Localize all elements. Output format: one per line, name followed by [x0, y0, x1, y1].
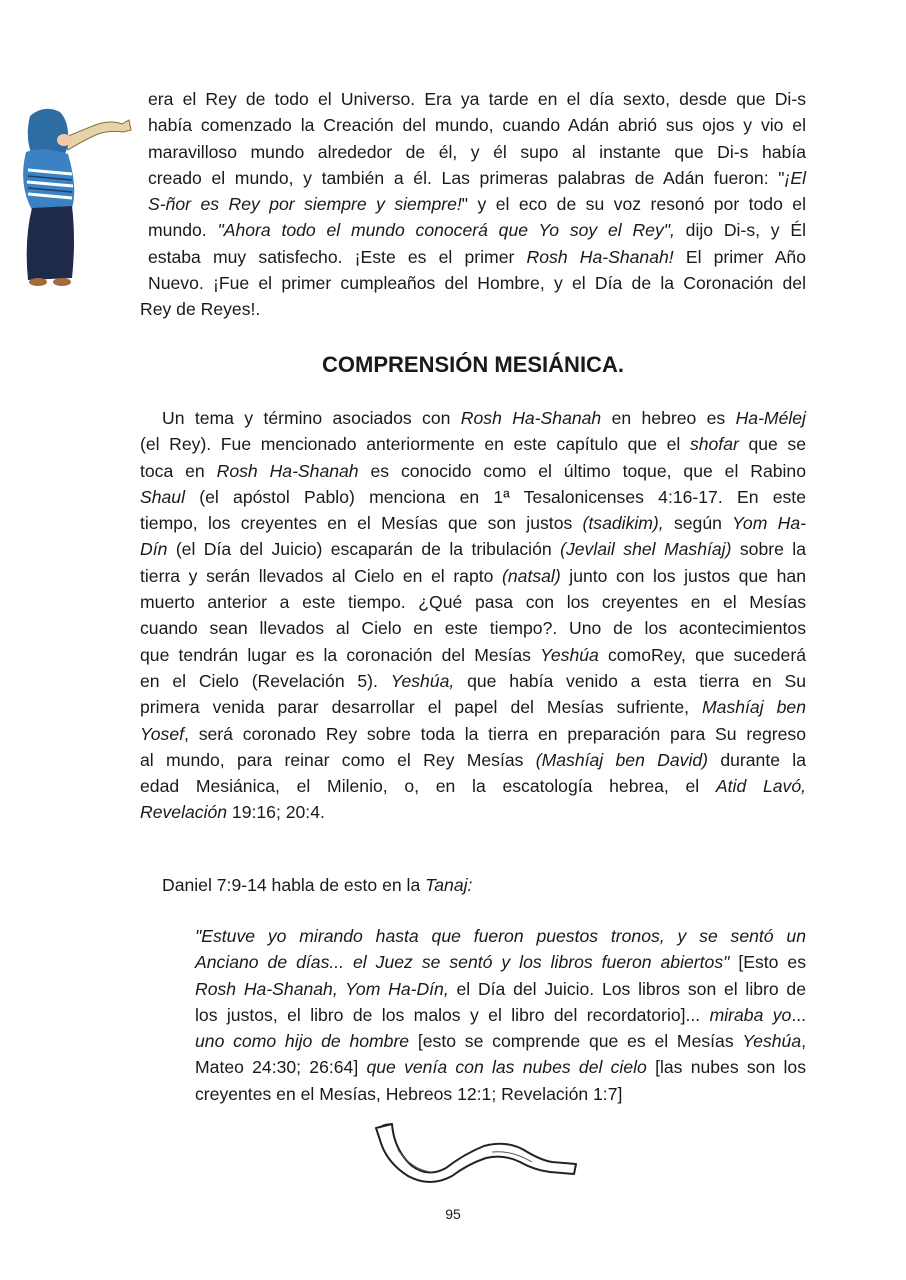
text-line: Daniel 7:9-14 habla de esto en la Tanaj:: [162, 875, 473, 895]
daniel-reference: [162, 872, 802, 898]
text-line: S-ñor es Rey por siempre y siempre!" y el eco de su voz resonó por todo el: [148, 194, 806, 215]
text-line: Nuevo. ¡Fue el primer cumpleaños del Hombre, y el Día de la Coronación del: [148, 273, 806, 294]
text-line: era el Rey de todo el Universo. Era ya tarde en el día sexto, desde que Di-s: [148, 89, 806, 109]
text-line: estaba muy satisfecho. ¡Este es el primer Rosh Ha-Shanah! El primer Año: [148, 246, 807, 267]
text-line: cuando sean llevados al Cielo en este tiempo?. Uno de los acontecimientos: [140, 618, 806, 639]
text-line: primera venida parar desarrollar el papel del Mesías sufriente, Mashíaj ben: [140, 697, 806, 718]
shofar-horn-illustration: [372, 1120, 578, 1186]
text-line: maravilloso mundo alrededor de él, y él supo al instante que Di-s había: [148, 141, 806, 162]
text-line: Dín (el Día del Juicio) escaparán de la tribulación (Jevlail shel Mashíaj) sobre la: [140, 539, 806, 560]
text-line: al mundo, para reinar como el Rey Mesías (Mashíaj ben David) durante la: [140, 749, 806, 770]
text-line: creyentes en el Mesías, Hebreos 12:1; Revelación 1:7]: [195, 1083, 623, 1104]
text-line: Un tema y término asociados con Rosh Ha-Shanah en hebreo es Ha-Mélej: [162, 408, 806, 428]
section-heading: COMPRENSIÓN MESIÁNICA.: [322, 352, 624, 377]
text-line: mundo. "Ahora todo el mundo conocerá que Yo soy el Rey", dijo Di-s, y Él: [148, 220, 807, 241]
text-line: creado el mundo, y también a él. Las primeras palabras de Adán fueron: "¡El: [148, 167, 806, 188]
text-line: (el Rey). Fue mencionado anteriormente en este capítulo que el shofar que se: [140, 434, 807, 455]
text-line: edad Mesiánica, el Milenio, o, en la escatología hebrea, el Atid Lavó,: [140, 776, 806, 797]
text-line: que tendrán lugar es la coronación del Mesías Yeshúa comoRey, que sucederá: [140, 644, 806, 665]
text-line: Rosh Ha-Shanah, Yom Ha-Dín, el Día del Juicio. Los libros son el libro de: [195, 978, 807, 999]
text-line: había comenzado la Creación del mundo, cuando Adán abrió sus ojos y vio el: [148, 115, 806, 136]
rabbi-blowing-shofar-illustration: [12, 100, 134, 290]
text-line: "Estuve yo mirando hasta que fueron puestos tronos, y se sentó un: [195, 926, 806, 946]
text-line: toca en Rosh Ha-Shanah es conocido como el último toque, que el Rabino: [140, 460, 806, 481]
text-line: Anciano de días... el Juez se sentó y los libros fueron abiertos" [Esto es: [195, 952, 807, 973]
messianic-paragraph: [140, 405, 806, 826]
text-line: Mateo 24:30; 26:64] que venía con las nubes del cielo [las nubes son los: [195, 1057, 806, 1078]
text-line: tierra y serán llevados al Cielo en el rapto (natsal) junto con los justos que han: [140, 565, 806, 586]
text-line: en el Cielo (Revelación 5). Yeshúa, que había venido a esta tierra en Su: [140, 670, 806, 691]
text-line: uno como hijo de hombre [esto se comprende que es el Mesías Yeshúa,: [195, 1031, 807, 1052]
text-line: Shaul (el apóstol Pablo) menciona en 1ª Tesalonicenses 4:16-17. En este: [140, 486, 806, 507]
text-line: Rey de Reyes!.: [140, 299, 261, 320]
text-line: muerto anterior a este tiempo. ¿Qué pasa con los creyentes en el Mesías: [140, 592, 806, 613]
page-number: 95: [445, 1206, 461, 1222]
text-line: Yosef, será coronado Rey sobre toda la tierra en preparación para Su regreso: [140, 723, 806, 744]
text-line: Revelación 19:16; 20:4.: [140, 802, 325, 823]
intro-paragraph: [140, 86, 806, 323]
scripture-quotation: [195, 923, 806, 1107]
text-line: los justos, el libro de los malos y el libro del recordatorio]... miraba yo...: [195, 1004, 806, 1025]
text-line: tiempo, los creyentes en el Mesías que son justos (tsadikim), según Yom Ha-: [140, 513, 806, 534]
